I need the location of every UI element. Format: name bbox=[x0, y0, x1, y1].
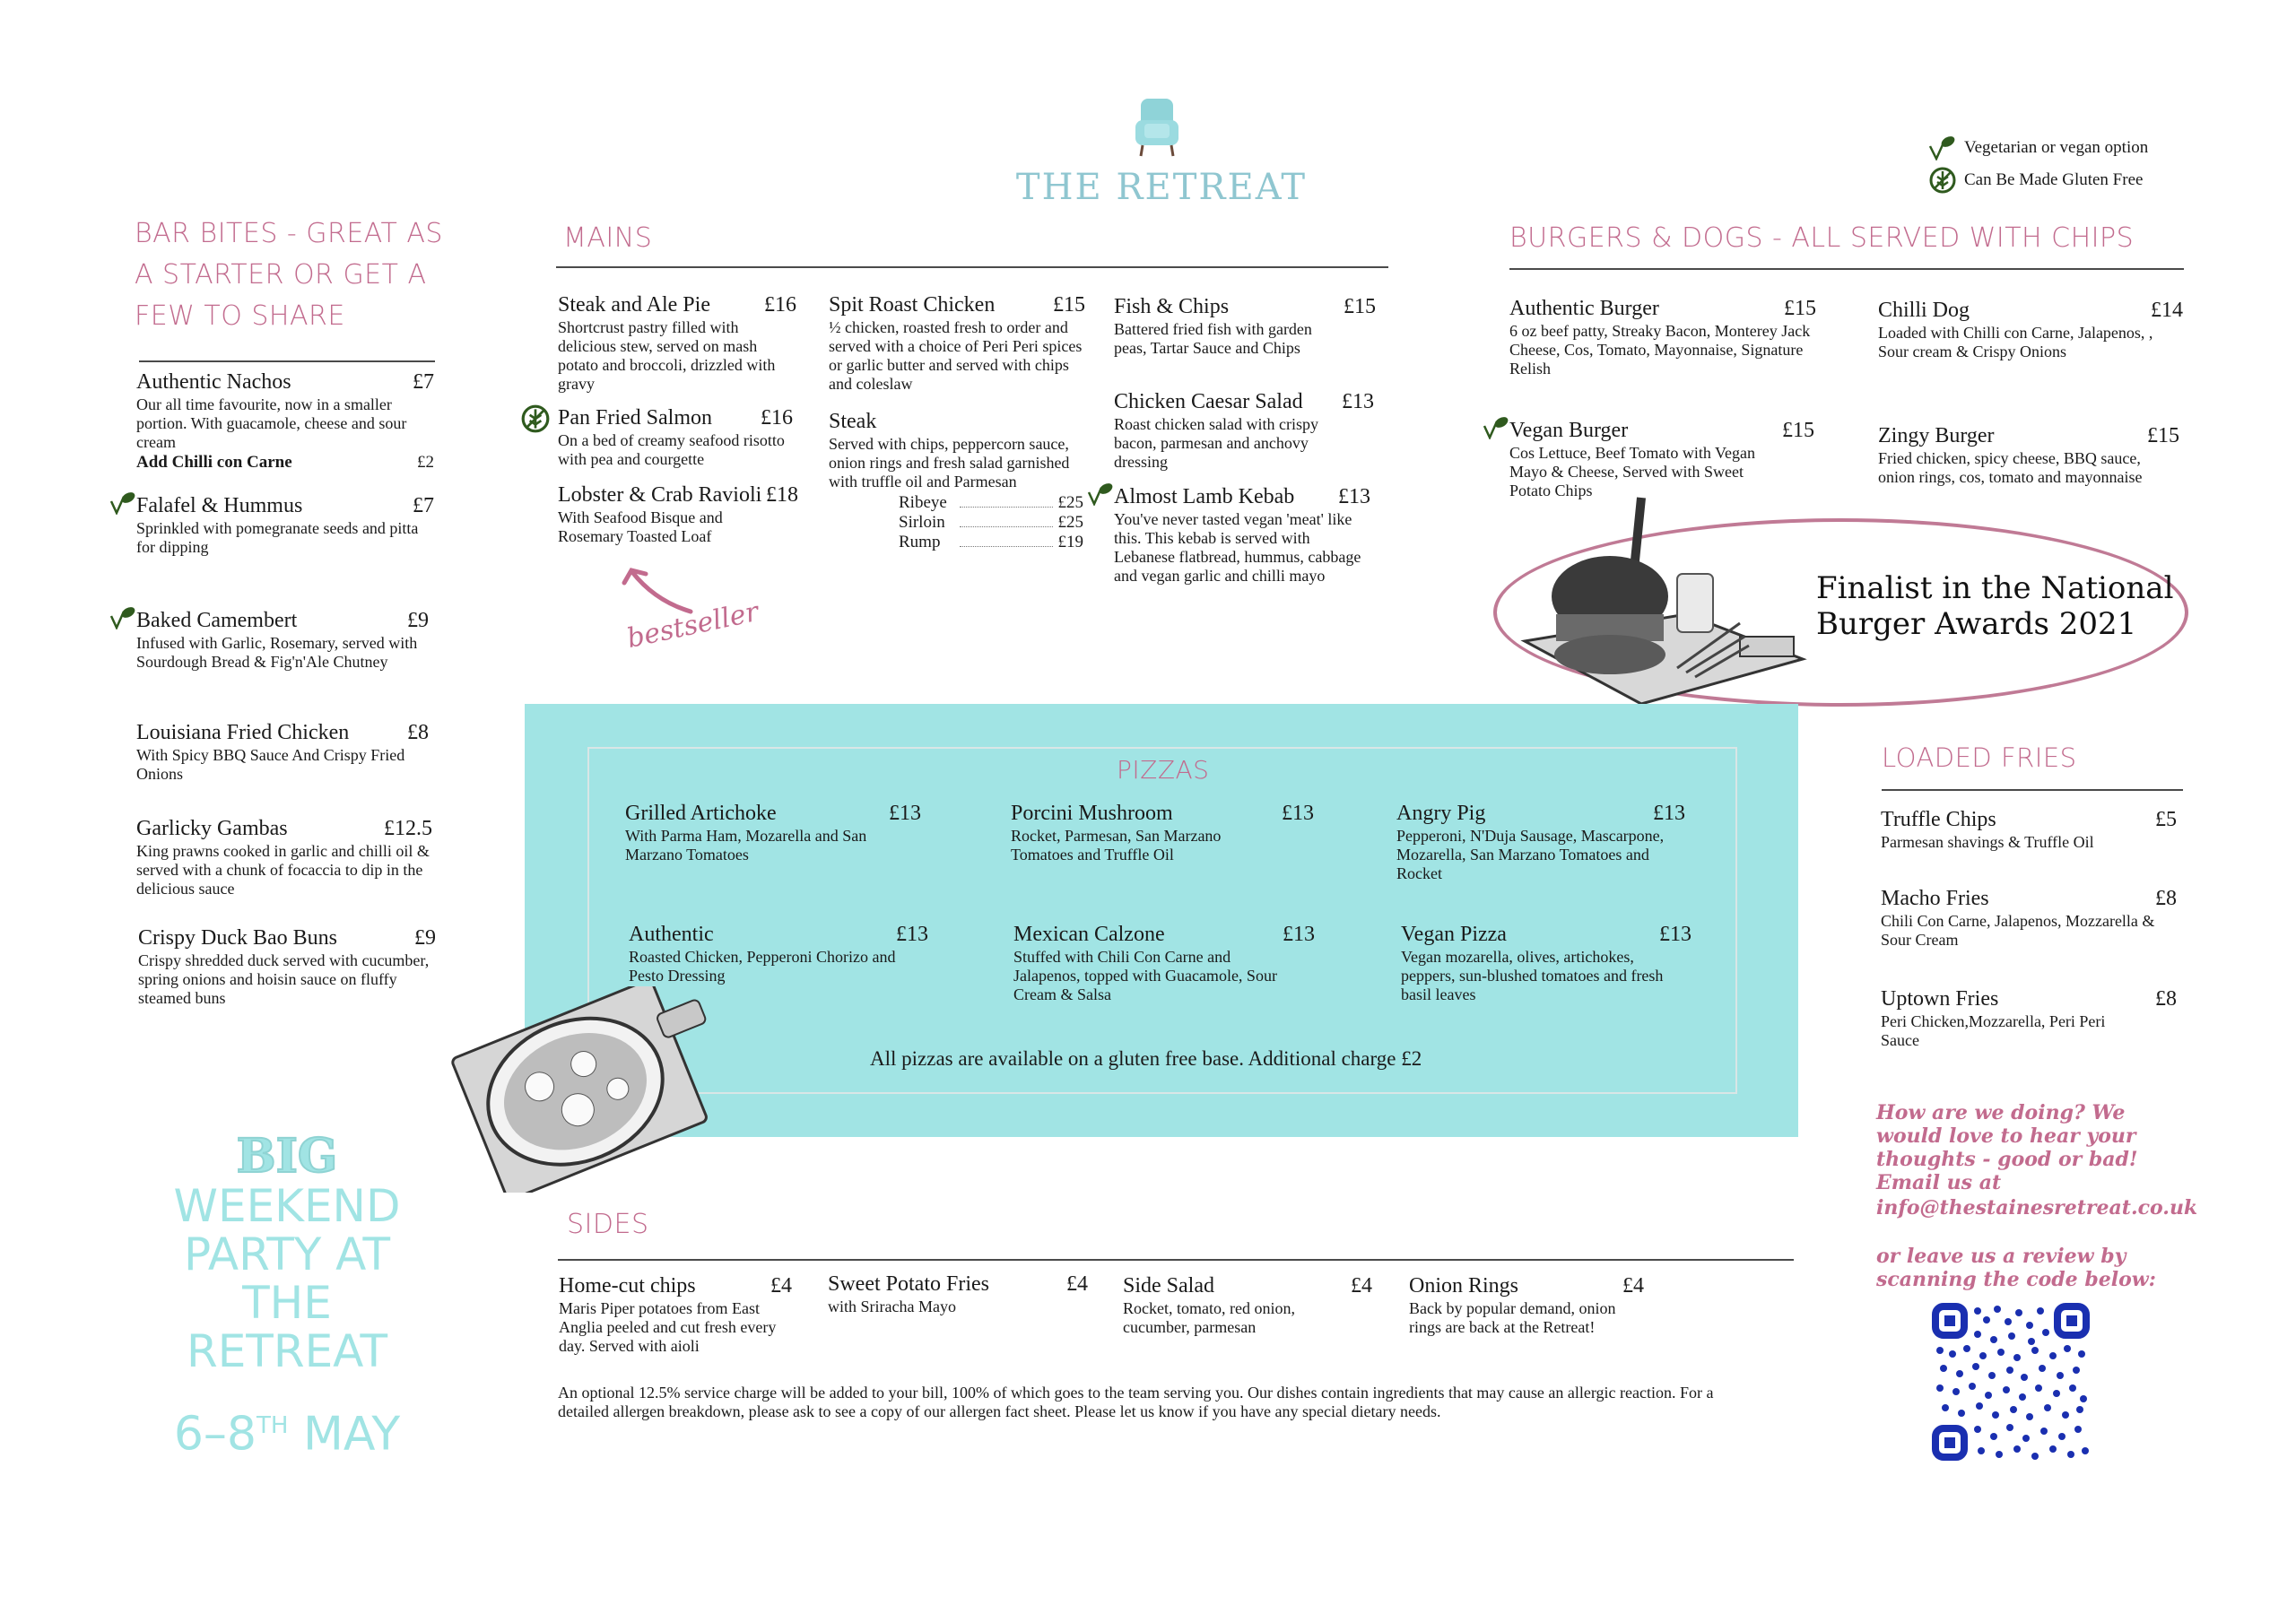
addon-chilli: Add Chilli con Carne £2 bbox=[136, 453, 434, 472]
menu-item-onion-rings: Onion Rings £4 Back by popular demand, onion rings are back at the Retreat! bbox=[1409, 1274, 1644, 1336]
menu-item-porcini-mushroom: Porcini Mushroom £13 Rocket, Parmesan, San Marzano Tomatoes and Truffle Oil bbox=[1011, 802, 1314, 864]
pizza-illustration bbox=[438, 986, 743, 1193]
menu-item-mexican-calzone: Mexican Calzone £13 Stuffed with Chili Con Carne and Jalapenos, topped with Guacamole, Sour Cream & Salsa bbox=[1013, 923, 1315, 1003]
menu-item-lobster-crab-ravioli: Lobster & Crab Ravioli £18 With Seafood Bisque and Rosemary Toasted Loaf bbox=[558, 483, 798, 545]
legend bbox=[1928, 135, 2148, 195]
feedback-email[interactable]: info@thestainesretreat.co.uk bbox=[1876, 1196, 2198, 1219]
gluten-free-icon bbox=[520, 404, 551, 434]
legend-vegetarian: Vegetarian or vegan option bbox=[1928, 135, 2148, 161]
burgers-heading: BURGERS & DOGS - ALL SERVED WITH CHIPS bbox=[1509, 222, 2135, 254]
menu-item-home-cut-chips: Home-cut chips £4 Maris Piper potatoes from East Anglia peeled and cut fresh every day. Served with aioli bbox=[559, 1274, 792, 1355]
legend-gluten-free: Can Be Made Gluten Free bbox=[1928, 165, 2148, 195]
armchair-icon bbox=[1132, 97, 1182, 161]
pizzas-heading: PIZZAS bbox=[1117, 755, 1210, 785]
leaf-icon bbox=[1483, 416, 1509, 439]
menu-item-steak: Steak Served with chips, peppercorn sauce, onion rings and fresh salad garnished with truffle oil and Parmesan Ribeye £25 Sirloin £25 Rump £19 bbox=[829, 410, 1083, 551]
promo-date: 6–8TH MAY bbox=[173, 1407, 401, 1462]
gluten-free-icon bbox=[1928, 166, 1957, 195]
mains-heading: MAINS bbox=[563, 222, 653, 254]
menu-item-steak-ale-pie: Steak and Ale Pie £16 Shortcrust pastry filled with delicious stew, served on mash potato and broccoli, drizzled with gravy bbox=[558, 293, 796, 393]
brand-title: THE RETREAT bbox=[1015, 167, 1308, 208]
burger-board-icon bbox=[1507, 489, 1821, 713]
menu-item-almost-lamb-kebab: Almost Lamb Kebab £13 You've never tasted vegan 'meat' like this. This kebab is served with Lebanese flatbread, hummus, cabbage and vegan garlic and chilli mayo bbox=[1114, 484, 1370, 586]
sides-heading: SIDES bbox=[567, 1209, 649, 1240]
qr-code-icon bbox=[1931, 1302, 2091, 1462]
promo-big: BIG bbox=[236, 1129, 338, 1184]
menu-item-fish-chips: Fish & Chips £15 Battered fried fish with garden peas, Tartar Sauce and Chips bbox=[1114, 295, 1376, 357]
menu-item-vegan-burger: Vegan Burger £15 Cos Lettuce, Beef Tomato with Vegan Mayo & Cheese, Served with Sweet Potato Chips bbox=[1509, 418, 1814, 500]
feedback-intro: How are we doing? We would love to hear your thoughts - good or bad! Email us at bbox=[1876, 1101, 2138, 1194]
menu-item-chilli-dog: Chilli Dog £14 Loaded with Chilli con Carne, Jalapenos, , Sour cream & Crispy Onions bbox=[1878, 299, 2183, 360]
loaded-fries-rule bbox=[1882, 789, 2183, 791]
logo bbox=[1132, 97, 1182, 161]
menu-item-vegan-pizza: Vegan Pizza £13 Vegan mozarella, olives, artichokes, peppers, sun-blushed tomatoes and fresh basil leaves bbox=[1401, 923, 1692, 1003]
feedback-review-prompt: or leave us a review by scanning the code below: bbox=[1876, 1245, 2156, 1291]
leaf-icon bbox=[109, 491, 136, 515]
bar-bites-heading: BAR BITES - GREAT AS A STARTER OR GET A FEW TO SHARE bbox=[135, 218, 443, 332]
sides-rule bbox=[558, 1259, 1794, 1261]
menu-item-angry-pig: Angry Pig £13 Pepperoni, N'Duja Sausage, Mascarpone, Mozarella, San Marzano Tomatoes and Rocket bbox=[1396, 802, 1685, 882]
menu-item-authentic-nachos: Authentic Nachos £7 Our all time favourite, now in a smaller portion. With guacamole, cheese and sour cream Add Chilli con Carne £2 bbox=[136, 370, 434, 472]
menu-item-uptown-fries: Uptown Fries £8 Peri Chicken,Mozzarella, Peri Peri Sauce bbox=[1881, 987, 2177, 1049]
promo-title: WEEKEND PARTY AT THE RETREAT bbox=[173, 1180, 401, 1377]
menu-item-baked-camembert: Baked Camembert £9 Infused with Garlic, Rosemary, served with Sourdough Bread & Fig'n'Ale Chutney bbox=[136, 608, 429, 672]
pizza-gluten-free-note: All pizzas are available on a gluten free base. Additional charge £2 bbox=[870, 1047, 1422, 1070]
service-allergen-note: An optional 12.5% service charge will be added to your bill, 100% of which goes to the team serving you. Our dishes contain ingredients that may cause an allergic reaction. For a detailed allergen breakdown, please ask to see a copy of our allergen fact sheet. Please let us know if you have any special dietary needs. bbox=[558, 1384, 1714, 1420]
review-qr-code[interactable] bbox=[1931, 1302, 2091, 1462]
menu-item-macho-fries: Macho Fries £8 Chili Con Carne, Jalapenos, Mozzarella & Sour Cream bbox=[1881, 887, 2177, 949]
leaf-icon bbox=[1928, 135, 1957, 161]
leaf-icon bbox=[109, 606, 136, 629]
award-text: Finalist in the National Burger Awards 2021 bbox=[1816, 570, 2174, 642]
loaded-fries-heading: LOADED FRIES bbox=[1882, 742, 2077, 773]
steak-cut-sirloin: Sirloin £25 bbox=[899, 513, 1083, 532]
steak-cut-rump: Rump £19 bbox=[899, 533, 1083, 551]
menu-item-spit-roast-chicken: Spit Roast Chicken £15 ½ chicken, roasted fresh to order and served with a choice of Peri Peri spices or garlic butter and served with chips and coleslaw bbox=[829, 293, 1085, 393]
menu-item-zingy-burger: Zingy Burger £15 Fried chicken, spicy cheese, BBQ sauce, onion rings, cos, tomato and mayonnaise bbox=[1878, 424, 2179, 486]
menu-item-side-salad: Side Salad £4 Rocket, tomato, red onion, cucumber, parmesan bbox=[1123, 1274, 1372, 1336]
menu-item-authentic-burger: Authentic Burger £15 6 oz beef patty, Streaky Bacon, Monterey Jack Cheese, Cos, Tomato, Mayonnaise, Signature Relish bbox=[1509, 297, 1816, 378]
bestseller-label: bestseller bbox=[623, 595, 761, 655]
menu-item-sweet-potato-fries: Sweet Potato Fries £4 with Sriracha Mayo bbox=[828, 1272, 1088, 1315]
menu-item-truffle-chips: Truffle Chips £5 Parmesan shavings & Truffle Oil bbox=[1881, 808, 2177, 851]
menu-item-chicken-caesar-salad: Chicken Caesar Salad £13 Roast chicken salad with crispy bacon, parmesan and anchovy dressing bbox=[1114, 390, 1374, 471]
menu-item-grilled-artichoke: Grilled Artichoke £13 With Parma Ham, Mozarella and San Marzano Tomatoes bbox=[625, 802, 921, 864]
menu-item-garlicky-gambas: Garlicky Gambas £12.5 King prawns cooked in garlic and chilli oil & served with a chunk of focaccia to dip in the delicious sauce bbox=[136, 817, 432, 898]
menu-item-crispy-duck-bao-buns: Crispy Duck Bao Buns £9 Crispy shredded duck served with cucumber, spring onions and hoisin sauce on fluffy steamed buns bbox=[138, 926, 436, 1007]
mains-rule bbox=[556, 266, 1388, 268]
pizza-board-icon bbox=[438, 986, 743, 1193]
menu-item-louisiana-fried-chicken: Louisiana Fried Chicken £8 With Spicy BBQ Sauce And Crispy Fried Onions bbox=[136, 721, 429, 783]
steak-cut-ribeye: Ribeye £25 bbox=[899, 493, 1083, 512]
burger-illustration bbox=[1507, 489, 1821, 713]
pizza-panel-border bbox=[587, 747, 1737, 1094]
bar-bites-rule bbox=[139, 360, 435, 362]
menu-item-authentic-pizza: Authentic £13 Roasted Chicken, Pepperoni Chorizo and Pesto Dressing bbox=[629, 923, 928, 985]
leaf-icon bbox=[1087, 482, 1114, 506]
steak-cuts bbox=[899, 493, 1083, 552]
menu-item-falafel-hummus: Falafel & Hummus £7 Sprinkled with pomegranate seeds and pitta for dipping bbox=[136, 493, 434, 557]
menu-item-pan-fried-salmon: Pan Fried Salmon £16 On a bed of creamy seafood risotto with pea and courgette bbox=[558, 405, 793, 469]
burgers-rule bbox=[1509, 268, 2184, 270]
